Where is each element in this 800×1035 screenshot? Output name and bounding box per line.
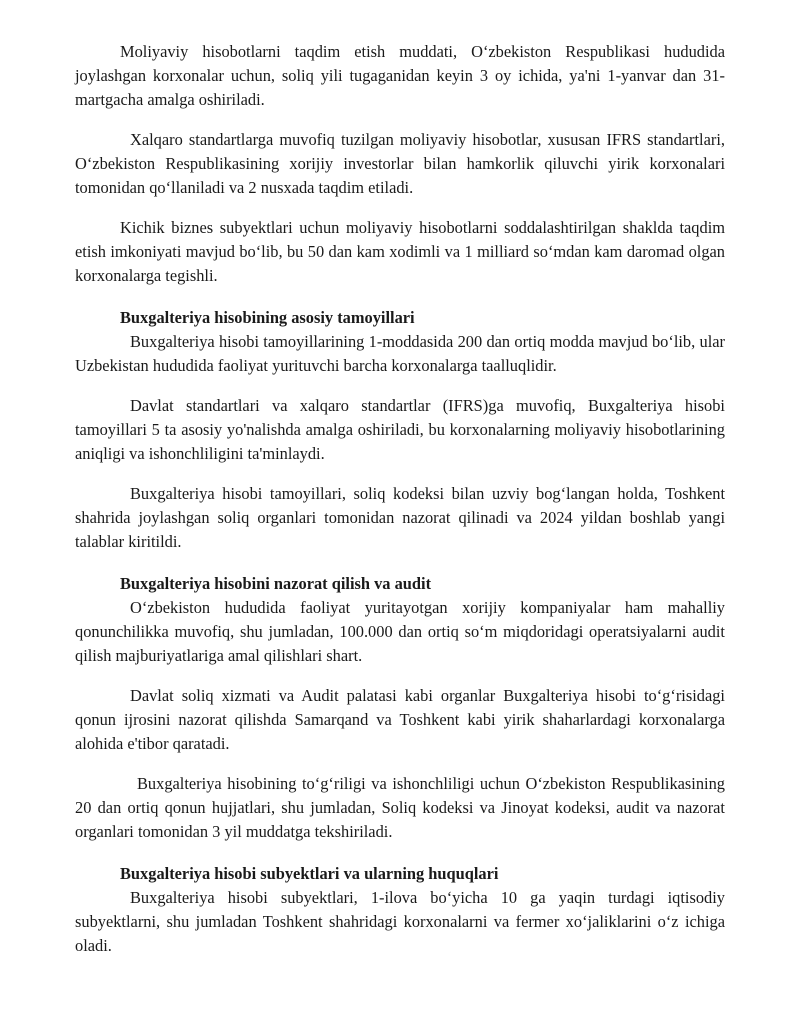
- principles-paragraph-3: Buxgalteriya hisobi tamoyillari, soliq kodeksi bilan uzviy bog‘langan holda, Toshkent shahrida joylashgan soliq organlari tomonidan nazorat qilinadi va 2024 yildan boshlab yangi talablar kiritildi.: [75, 484, 725, 551]
- section-heading-principles: Buxgalteriya hisobining asosiy tamoyillari: [120, 308, 415, 327]
- principles-paragraph-2: Davlat standartlari va xalqaro standartlar (IFRS)ga muvofiq, Buxgalteriya hisobi tamoyillari 5 ta asosiy yo'nalishda amalga oshiriladi, bu korxonalarning moliyaviy hisobotlarining aniqligi va ishonchliligini ta'minlaydi.: [75, 396, 725, 463]
- audit-paragraph-1: O‘zbekiston hududida faoliyat yuritayotgan xorijiy kompaniyalar ham mahalliy qonunchilikka muvofiq, shu jumladan, 100.000 dan ortiq so‘m miqdoridagi operatsiyalarni audit qilish majburiyatlariga amal qilishlari shart.: [75, 598, 725, 665]
- principles-paragraph-1: Buxgalteriya hisobi tamoyillarining 1-moddasida 200 dan ortiq modda mavjud bo‘lib, ular Uzbekistan hududida faoliyat yurituvchi barcha korxonalarga taalluqlidir.: [75, 332, 725, 375]
- audit-paragraph-2: Davlat soliq xizmati va Audit palatasi kabi organlar Buxgalteriya hisobi to‘g‘risidagi qonun ijrosini nazorat qilishda Samarqand va Toshkent kabi yirik shaharlardagi korxonalarga alohida e'tibor qaratadi.: [75, 686, 725, 753]
- subjects-paragraph-1: Buxgalteriya hisobi subyektlari, 1-ilova bo‘yicha 10 ga yaqin turdagi iqtisodiy subyektlarni, shu jumladan Toshkent shahridagi korxonalarni va fermer xo‘jaliklarini o‘z ichiga oladi.: [75, 888, 725, 955]
- document-page: [75, 40, 725, 974]
- intro-paragraph-2: Xalqaro standartlarga muvofiq tuzilgan moliyaviy hisobotlar, xususan IFRS standartlari, O‘zbekiston Respublikasining xorijiy investorlar bilan hamkorlik qiluvchi yirik korxonalari tomonidan qo‘llaniladi va 2 nusxada taqdim etiladi.: [75, 130, 725, 197]
- intro-paragraph-3: Kichik biznes subyektlari uchun moliyaviy hisobotlarni soddalashtirilgan shaklda taqdim etish imkoniyati mavjud bo‘lib, bu 50 dan kam xodimli va 1 milliard so‘mdan kam daromad olgan korxonalarga tegishli.: [75, 218, 725, 285]
- section-heading-audit: Buxgalteriya hisobini nazorat qilish va audit: [120, 574, 432, 593]
- intro-paragraph-1: Moliyaviy hisobotlarni taqdim etish muddati, O‘zbekiston Respublikasi hududida joylashgan korxonalar uchun, soliq yili tugaganidan keyin 3 oy ichida, ya'ni 1-yanvar dan 31-martgacha amalga oshiriladi.: [75, 42, 725, 109]
- audit-paragraph-3: Buxgalteriya hisobining to‘g‘riligi va ishonchliligi uchun O‘zbekiston Respublikasining 20 dan ortiq qonun hujjatlari, shu jumladan, Soliq kodeksi va Jinoyat kodeksi, audit va nazorat organlari tomonidan 3 yil muddatga tekshiriladi.: [75, 774, 725, 841]
- section-heading-subjects: Buxgalteriya hisobi subyektlari va ularning huquqlari: [120, 864, 499, 883]
